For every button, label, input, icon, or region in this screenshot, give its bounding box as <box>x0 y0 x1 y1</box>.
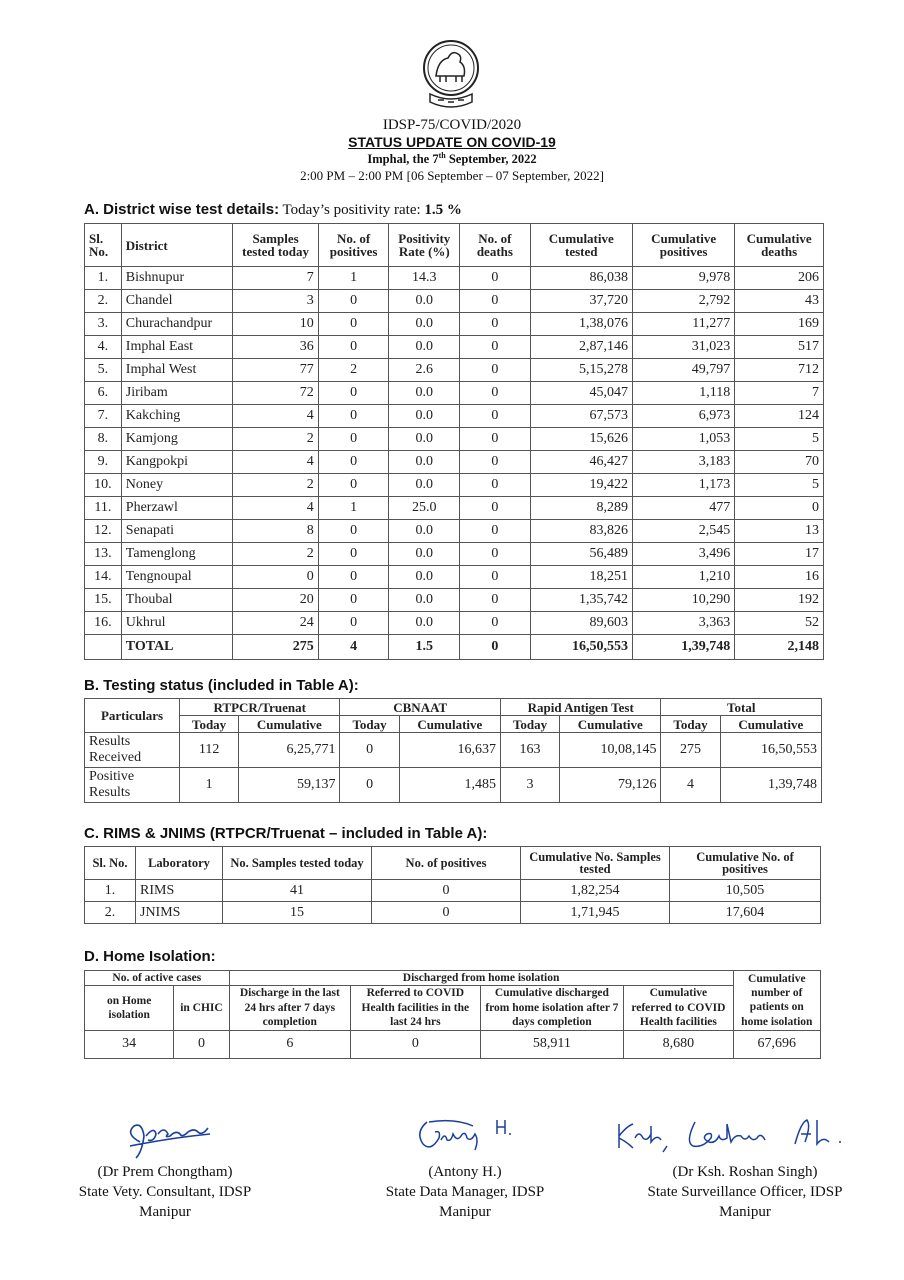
table-cell: 0 <box>460 267 530 290</box>
table-cell: 0 <box>174 1030 229 1058</box>
table-cell: 2. <box>85 902 136 924</box>
table-header-cell: Cumulative <box>560 716 661 733</box>
table-cell: 8,289 <box>530 497 632 520</box>
table-cell: 2 <box>233 474 318 497</box>
table-header-cell: Cumulative No. of positives <box>670 847 821 880</box>
table-cell: 1. <box>85 267 122 290</box>
table-row <box>85 902 821 924</box>
table-cell: 67,696 <box>733 1030 820 1058</box>
table-cell: 1,35,742 <box>530 589 632 612</box>
table-cell: 0 <box>318 290 389 313</box>
table-row <box>85 768 822 803</box>
table-cell: 17 <box>735 543 824 566</box>
table-cell: 192 <box>735 589 824 612</box>
table-cell: 1.5 <box>389 635 460 660</box>
table-cell <box>85 635 122 660</box>
testing-status-table <box>84 698 822 803</box>
table-cell: Tamenglong <box>121 543 233 566</box>
table-cell: 124 <box>735 405 824 428</box>
table-cell: 10,290 <box>632 589 734 612</box>
table-cell: 9. <box>85 451 122 474</box>
table-cell: 10 <box>233 313 318 336</box>
table-cell: Kangpokpi <box>121 451 233 474</box>
table-cell: 70 <box>735 451 824 474</box>
table-cell: 15 <box>223 902 372 924</box>
table-cell: 0 <box>460 359 530 382</box>
table-cell: 275 <box>233 635 318 660</box>
table-cell: 0.0 <box>389 428 460 451</box>
table-cell: 163 <box>500 733 559 768</box>
table-cell: 2,87,146 <box>530 336 632 359</box>
table-cell: Churachandpur <box>121 313 233 336</box>
section-a-heading: A. District wise test details: Today’s positivity rate: 1.5 % <box>84 201 462 218</box>
table-cell: 0 <box>460 589 530 612</box>
table-cell: 45,047 <box>530 382 632 405</box>
table-header-cell: Sl. No. <box>85 224 122 267</box>
section-d-heading: D. Home Isolation: <box>84 948 216 965</box>
table-cell: 1,71,945 <box>521 902 670 924</box>
table-cell: 0 <box>318 612 389 635</box>
table-cell: 3. <box>85 313 122 336</box>
table-cell: 3,363 <box>632 612 734 635</box>
table-header-cell: Cumulative <box>399 716 500 733</box>
table-row <box>85 313 824 336</box>
total-row <box>85 635 824 660</box>
table-header-cell: No. of deaths <box>460 224 530 267</box>
table-header-cell: District <box>121 224 233 267</box>
table-header-cell: Cumulative referred to COVID Health facilities <box>624 986 733 1030</box>
table-cell: 0 <box>460 290 530 313</box>
table-cell: 0 <box>372 880 521 902</box>
table-row <box>85 520 824 543</box>
table-cell: 4 <box>661 768 720 803</box>
table-row <box>85 543 824 566</box>
table-cell: 15,626 <box>530 428 632 451</box>
table-cell: 0.0 <box>389 405 460 428</box>
table-cell: 0 <box>460 566 530 589</box>
positivity-rate-value: 1.5 % <box>424 202 462 218</box>
table-cell: Results Received <box>85 733 180 768</box>
table-cell: 18,251 <box>530 566 632 589</box>
table-row <box>85 290 824 313</box>
table-cell: 43 <box>735 290 824 313</box>
table-cell: 712 <box>735 359 824 382</box>
table-header-cell: Cumulative positives <box>632 224 734 267</box>
table-cell: 0.0 <box>389 290 460 313</box>
table-cell: 0 <box>318 451 389 474</box>
table-cell: 0 <box>460 336 530 359</box>
table-cell: 0.0 <box>389 566 460 589</box>
table-cell: 0 <box>318 405 389 428</box>
report-period: 2:00 PM – 2:00 PM [06 September – 07 September, 2022] <box>300 168 604 183</box>
table-cell: 1 <box>318 267 389 290</box>
table-cell: 2,148 <box>735 635 824 660</box>
table-cell: 10,505 <box>670 880 821 902</box>
table-cell: 56,489 <box>530 543 632 566</box>
table-cell: 34 <box>85 1030 174 1058</box>
table-cell: 0 <box>318 474 389 497</box>
table-cell: 3,183 <box>632 451 734 474</box>
table-cell: 1,118 <box>632 382 734 405</box>
table-cell: 36 <box>233 336 318 359</box>
table-cell: 0 <box>318 520 389 543</box>
table-cell: 517 <box>735 336 824 359</box>
table-cell: 59,137 <box>239 768 340 803</box>
table-header-cell: Today <box>180 716 239 733</box>
table-cell: 37,720 <box>530 290 632 313</box>
table-cell: TOTAL <box>121 635 233 660</box>
table-cell: 58,911 <box>480 1030 624 1058</box>
table-cell: 31,023 <box>632 336 734 359</box>
table-cell: 0 <box>340 733 399 768</box>
state-emblem-logo <box>418 38 484 114</box>
table-cell: 112 <box>180 733 239 768</box>
table-header-cell: Discharged from home isolation <box>229 971 733 986</box>
table-cell: 0 <box>460 612 530 635</box>
table-row <box>85 733 822 768</box>
table-cell: 16,50,553 <box>530 635 632 660</box>
home-isolation-values-row <box>85 1030 821 1058</box>
table-cell: 3 <box>233 290 318 313</box>
table-cell: 206 <box>735 267 824 290</box>
table-cell: 2.6 <box>389 359 460 382</box>
table-header-cell: on Home isolation <box>85 986 174 1030</box>
table-cell: 0 <box>318 382 389 405</box>
table-header-cell: in CHIC <box>174 986 229 1030</box>
table-cell: 89,603 <box>530 612 632 635</box>
table-cell: 86,038 <box>530 267 632 290</box>
table-cell: 1 <box>318 497 389 520</box>
table-cell: 1,82,254 <box>521 880 670 902</box>
table-header-cell: Rapid Antigen Test <box>500 699 660 716</box>
table-header-cell: Cumulative deaths <box>735 224 824 267</box>
table-cell: 79,126 <box>560 768 661 803</box>
table-cell: 0.0 <box>389 336 460 359</box>
table-header-cell: Sl. No. <box>85 847 136 880</box>
table-cell: 2 <box>318 359 389 382</box>
table-cell: 52 <box>735 612 824 635</box>
table-cell: 0.0 <box>389 589 460 612</box>
table-row <box>85 405 824 428</box>
table-cell: 9,978 <box>632 267 734 290</box>
table-cell: 7. <box>85 405 122 428</box>
table-cell: 0 <box>460 520 530 543</box>
table-cell: Imphal East <box>121 336 233 359</box>
table-cell: 1,39,748 <box>632 635 734 660</box>
table-cell: 0 <box>318 336 389 359</box>
home-isolation-table <box>84 970 821 1059</box>
table-cell: 67,573 <box>530 405 632 428</box>
table-cell: Kakching <box>121 405 233 428</box>
table-row <box>85 428 824 451</box>
table-cell: 77 <box>233 359 318 382</box>
table-cell: Bishnupur <box>121 267 233 290</box>
table-cell: 275 <box>661 733 720 768</box>
table-header-cell: Today <box>661 716 720 733</box>
signatory-1: (Dr Prem Chongtham) State Vety. Consultant, IDSP Manipur <box>78 1164 252 1220</box>
table-cell: 25.0 <box>389 497 460 520</box>
table-cell: 2 <box>233 428 318 451</box>
table-cell: 3,496 <box>632 543 734 566</box>
table-cell: 1,38,076 <box>530 313 632 336</box>
table-cell: 3 <box>500 768 559 803</box>
table-cell: 4 <box>233 405 318 428</box>
table-cell: 0 <box>318 566 389 589</box>
table-cell: 1,210 <box>632 566 734 589</box>
table-header-row <box>85 224 824 267</box>
table-header-cell: No. of positives <box>318 224 389 267</box>
table-cell: Ukhrul <box>121 612 233 635</box>
table-cell: 0.0 <box>389 382 460 405</box>
table-cell: 14.3 <box>389 267 460 290</box>
table-cell: 2 <box>233 543 318 566</box>
table-cell: 0 <box>318 313 389 336</box>
table-cell: Kamjong <box>121 428 233 451</box>
signature-antony-h <box>405 1112 520 1157</box>
table-cell: 5 <box>735 474 824 497</box>
table-cell: 7 <box>233 267 318 290</box>
table-cell: 1 <box>180 768 239 803</box>
table-cell: Positive Results <box>85 768 180 803</box>
table-cell: 4. <box>85 336 122 359</box>
table-cell: JNIMS <box>136 902 223 924</box>
section-c-heading: C. RIMS & JNIMS (RTPCR/Truenat – included in Table A): <box>84 825 488 842</box>
table-cell: 0 <box>318 589 389 612</box>
table-header-cell: Laboratory <box>136 847 223 880</box>
table-cell: Tengnoupal <box>121 566 233 589</box>
table-row <box>85 497 824 520</box>
table-cell: 16,637 <box>399 733 500 768</box>
document-title: STATUS UPDATE ON COVID-19 <box>348 134 556 150</box>
table-cell: 20 <box>233 589 318 612</box>
table-row <box>85 612 824 635</box>
table-cell: 2,792 <box>632 290 734 313</box>
table-cell: 14. <box>85 566 122 589</box>
table-cell: 1,39,748 <box>720 768 821 803</box>
table-cell: 6,973 <box>632 405 734 428</box>
table-row <box>85 359 824 382</box>
table-cell: 8,680 <box>624 1030 733 1058</box>
document-reference: IDSP-75/COVID/2020 <box>382 117 522 133</box>
signatory-3: (Dr Ksh. Roshan Singh) State Surveillance Officer, IDSP Manipur <box>647 1164 843 1220</box>
table-cell: 1. <box>85 880 136 902</box>
table-cell: 1,173 <box>632 474 734 497</box>
rims-jnims-table <box>84 846 821 924</box>
table-cell: 4 <box>318 635 389 660</box>
table-cell: 5. <box>85 359 122 382</box>
table-header-cell: Today <box>340 716 399 733</box>
table-cell: 16 <box>735 566 824 589</box>
table-cell: 11. <box>85 497 122 520</box>
table-cell: 0 <box>340 768 399 803</box>
table-cell: 5,15,278 <box>530 359 632 382</box>
table-cell: Chandel <box>121 290 233 313</box>
district-test-table <box>84 223 824 660</box>
table-cell: Imphal West <box>121 359 233 382</box>
table-cell: 6. <box>85 382 122 405</box>
table-cell: 0 <box>460 451 530 474</box>
table-cell: 0 <box>318 428 389 451</box>
table-header-cell: Discharge in the last 24 hrs after 7 days completion <box>229 986 350 1030</box>
table-cell: 1,485 <box>399 768 500 803</box>
table-header-cell: Cumulative number of patients on home isolation <box>733 971 820 1031</box>
table-header-cell: Samples tested today <box>233 224 318 267</box>
table-cell: Pherzawl <box>121 497 233 520</box>
signature-prem-chongtham <box>120 1112 215 1162</box>
table-cell: 41 <box>223 880 372 902</box>
table-cell: 0 <box>460 497 530 520</box>
table-cell: 4 <box>233 451 318 474</box>
table-row <box>85 451 824 474</box>
table-header-cell: No. of positives <box>372 847 521 880</box>
table-cell: 0 <box>460 428 530 451</box>
table-cell: 7 <box>735 382 824 405</box>
section-b-heading: B. Testing status (included in Table A): <box>84 677 359 694</box>
table-header-cell: No. Samples tested today <box>223 847 372 880</box>
table-cell: 15. <box>85 589 122 612</box>
table-header-cell: No. of active cases <box>85 971 230 986</box>
table-cell: 0.0 <box>389 520 460 543</box>
table-cell: 10. <box>85 474 122 497</box>
table-cell: 6 <box>229 1030 350 1058</box>
table-cell: 0.0 <box>389 543 460 566</box>
table-cell: 13. <box>85 543 122 566</box>
table-cell: 0 <box>372 902 521 924</box>
table-row <box>85 336 824 359</box>
table-cell: 0 <box>460 635 530 660</box>
table-cell: 17,604 <box>670 902 821 924</box>
table-row <box>85 880 821 902</box>
table-cell: 10,08,145 <box>560 733 661 768</box>
table-cell: 16. <box>85 612 122 635</box>
table-cell: 0 <box>460 543 530 566</box>
table-cell: 1,053 <box>632 428 734 451</box>
table-header-cell: Cumulative <box>239 716 340 733</box>
table-row <box>85 589 824 612</box>
table-header-cell: Total <box>661 699 822 716</box>
table-row <box>85 382 824 405</box>
table-cell: 4 <box>233 497 318 520</box>
table-cell: Noney <box>121 474 233 497</box>
table-header-cell: Cumulative <box>720 716 821 733</box>
table-cell: 46,427 <box>530 451 632 474</box>
table-cell: 477 <box>632 497 734 520</box>
table-row <box>85 566 824 589</box>
table-cell: 8. <box>85 428 122 451</box>
table-header-cell: Particulars <box>85 699 180 733</box>
table-cell: 169 <box>735 313 824 336</box>
table-cell: 72 <box>233 382 318 405</box>
table-cell: 16,50,553 <box>720 733 821 768</box>
table-cell: 12. <box>85 520 122 543</box>
table-cell: 2,545 <box>632 520 734 543</box>
table-cell: 49,797 <box>632 359 734 382</box>
table-cell: 0 <box>318 543 389 566</box>
table-cell: 19,422 <box>530 474 632 497</box>
table-cell: 0.0 <box>389 451 460 474</box>
table-cell: 0 <box>233 566 318 589</box>
table-cell: 83,826 <box>530 520 632 543</box>
table-cell: 0.0 <box>389 313 460 336</box>
table-cell: 5 <box>735 428 824 451</box>
table-cell: 0.0 <box>389 474 460 497</box>
table-header-cell: RTPCR/Truenat <box>180 699 340 716</box>
table-cell: RIMS <box>136 880 223 902</box>
table-cell: 24 <box>233 612 318 635</box>
table-cell: 0 <box>460 313 530 336</box>
table-header-cell: Cumulative tested <box>530 224 632 267</box>
place-date: Imphal, the 7th September, 2022 <box>367 151 537 167</box>
signatory-2: (Antony H.) State Data Manager, IDSP Manipur <box>385 1164 545 1220</box>
table-cell: 0 <box>460 405 530 428</box>
table-cell: 11,277 <box>632 313 734 336</box>
table-cell: Senapati <box>121 520 233 543</box>
table-header-cell: Referred to COVID Health facilities in the last 24 hrs <box>351 986 481 1030</box>
table-cell: 0 <box>460 474 530 497</box>
table-header-cell: Cumulative discharged from home isolation after 7 days completion <box>480 986 624 1030</box>
table-row <box>85 474 824 497</box>
table-header-cell: CBNAAT <box>340 699 500 716</box>
table-cell: 0 <box>735 497 824 520</box>
table-cell: 0 <box>351 1030 481 1058</box>
table-cell: 8 <box>233 520 318 543</box>
table-cell: 0 <box>460 382 530 405</box>
table-header-cell: Positivity Rate (%) <box>389 224 460 267</box>
table-row <box>85 267 824 290</box>
table-cell: 0.0 <box>389 612 460 635</box>
table-cell: 13 <box>735 520 824 543</box>
table-header-cell: Cumulative No. Samples tested <box>521 847 670 880</box>
table-cell: Jiribam <box>121 382 233 405</box>
table-cell: Thoubal <box>121 589 233 612</box>
signature-roshan-singh <box>615 1112 855 1157</box>
table-cell: 6,25,771 <box>239 733 340 768</box>
table-cell: 2. <box>85 290 122 313</box>
table-header-cell: Today <box>500 716 559 733</box>
